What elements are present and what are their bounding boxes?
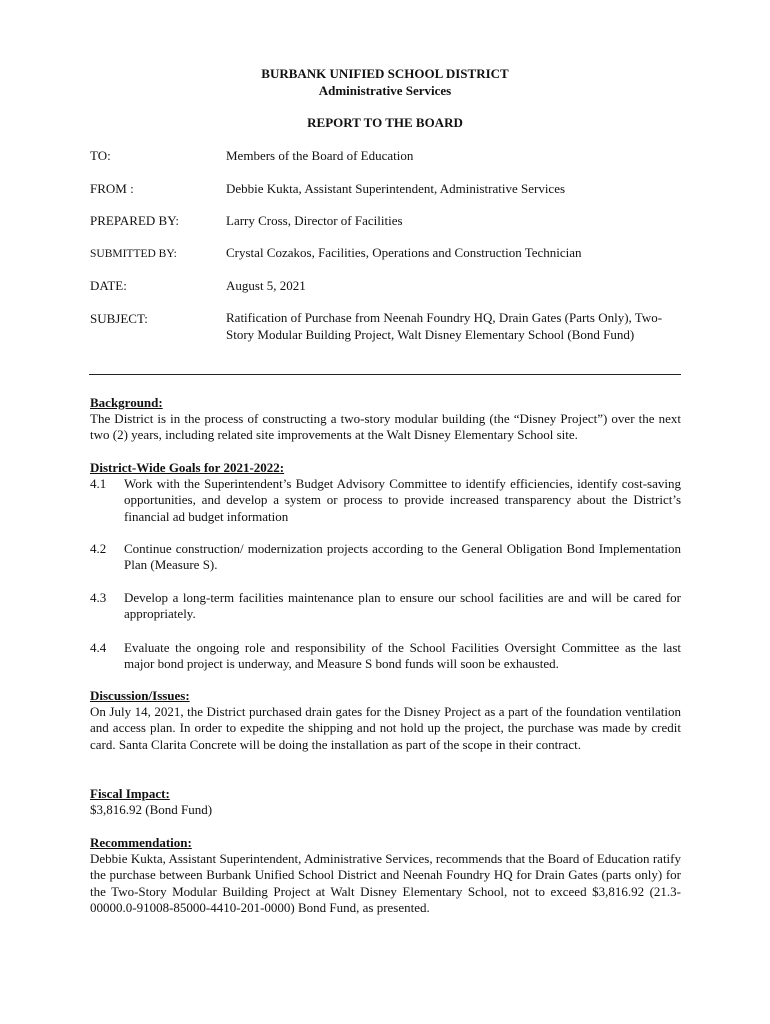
fiscal-impact-heading: Fiscal Impact: — [90, 786, 170, 801]
submitted-by-value: Crystal Cozakos, Facilities, Operations and Construction Technician — [226, 245, 582, 260]
recommendation-text: Debbie Kukta, Assistant Superintendent, Administrative Services, recommends that the Board of Education ratify the purchase between Burbank Unified School District and Neenah Foundry HQ for Drain Gates (parts only) for the Two-Story Modular Building Project at Walt Disney Elementary School, not to exceed $3,816.92 (21.3-00000.0-91008-85000-4410-201-0000) Bond Fund, as presented. — [90, 851, 681, 915]
to-value: Members of the Board of Education — [226, 148, 414, 163]
district-name: BURBANK UNIFIED SCHOOL DISTRICT — [261, 66, 509, 81]
discussion-text: On July 14, 2021, the District purchased drain gates for the Disney Project as a part of the foundation ventilation and access plan. In order to expedite the shipping and not hold up the project, the purchase was made by credit card. Santa Clarita Concrete will be doing the installation as part of the scope in their contract. — [90, 704, 681, 752]
goals-heading: District-Wide Goals for 2021-2022: — [90, 460, 285, 475]
goal-number: 4.1 — [90, 476, 107, 491]
background-text: The District is in the process of constructing a two-story modular building (the “Disney Project”) over the next two (2) years, including related site improvements at the Walt Disney Elementary School site. — [90, 411, 681, 443]
header-divider — [89, 374, 681, 375]
goal-number: 4.3 — [90, 590, 107, 605]
goal-text: Work with the Superintendent’s Budget Advisory Committee to identify efficiencies, identify cost-saving opportunities, and develop a system or process to provide increased transparency about the District’s financial ad budget information — [124, 476, 681, 524]
background-heading: Background: — [90, 395, 163, 410]
goal-text: Develop a long-term facilities maintenance plan to ensure our school facilities are and will be cared for appropriately. — [124, 590, 681, 622]
prepared-by-label: PREPARED BY: — [90, 213, 179, 228]
subject-value: Ratification of Purchase from Neenah Foundry HQ, Drain Gates (Parts Only), Two-Story Modular Building Project, Walt Disney Elementary School (Bond Fund) — [226, 310, 663, 342]
prepared-by-value: Larry Cross, Director of Facilities — [226, 213, 403, 228]
recommendation-heading: Recommendation: — [90, 835, 192, 850]
subject-label: SUBJECT: — [90, 311, 148, 326]
from-label: FROM : — [90, 181, 134, 196]
to-label: TO: — [90, 148, 111, 163]
submitted-by-label: SUBMITTED BY: — [90, 248, 177, 260]
report-title: REPORT TO THE BOARD — [307, 115, 463, 130]
from-value: Debbie Kukta, Assistant Superintendent, Administrative Services — [226, 181, 566, 196]
date-label: DATE: — [90, 278, 127, 293]
goal-text: Continue construction/ modernization projects according to the General Obligation Bond Implementation Plan (Measure S). — [124, 541, 681, 573]
goal-number: 4.2 — [90, 541, 107, 556]
department-name: Administrative Services — [318, 83, 452, 98]
goal-text: Evaluate the ongoing role and responsibility of the School Facilities Oversight Committee as the last major bond project is underway, and Measure S bond funds will soon be exhausted. — [124, 640, 681, 672]
fiscal-impact-text: $3,816.92 (Bond Fund) — [90, 802, 213, 817]
goal-number: 4.4 — [90, 640, 107, 655]
date-value: August 5, 2021 — [226, 278, 306, 293]
discussion-heading: Discussion/Issues: — [90, 688, 190, 703]
